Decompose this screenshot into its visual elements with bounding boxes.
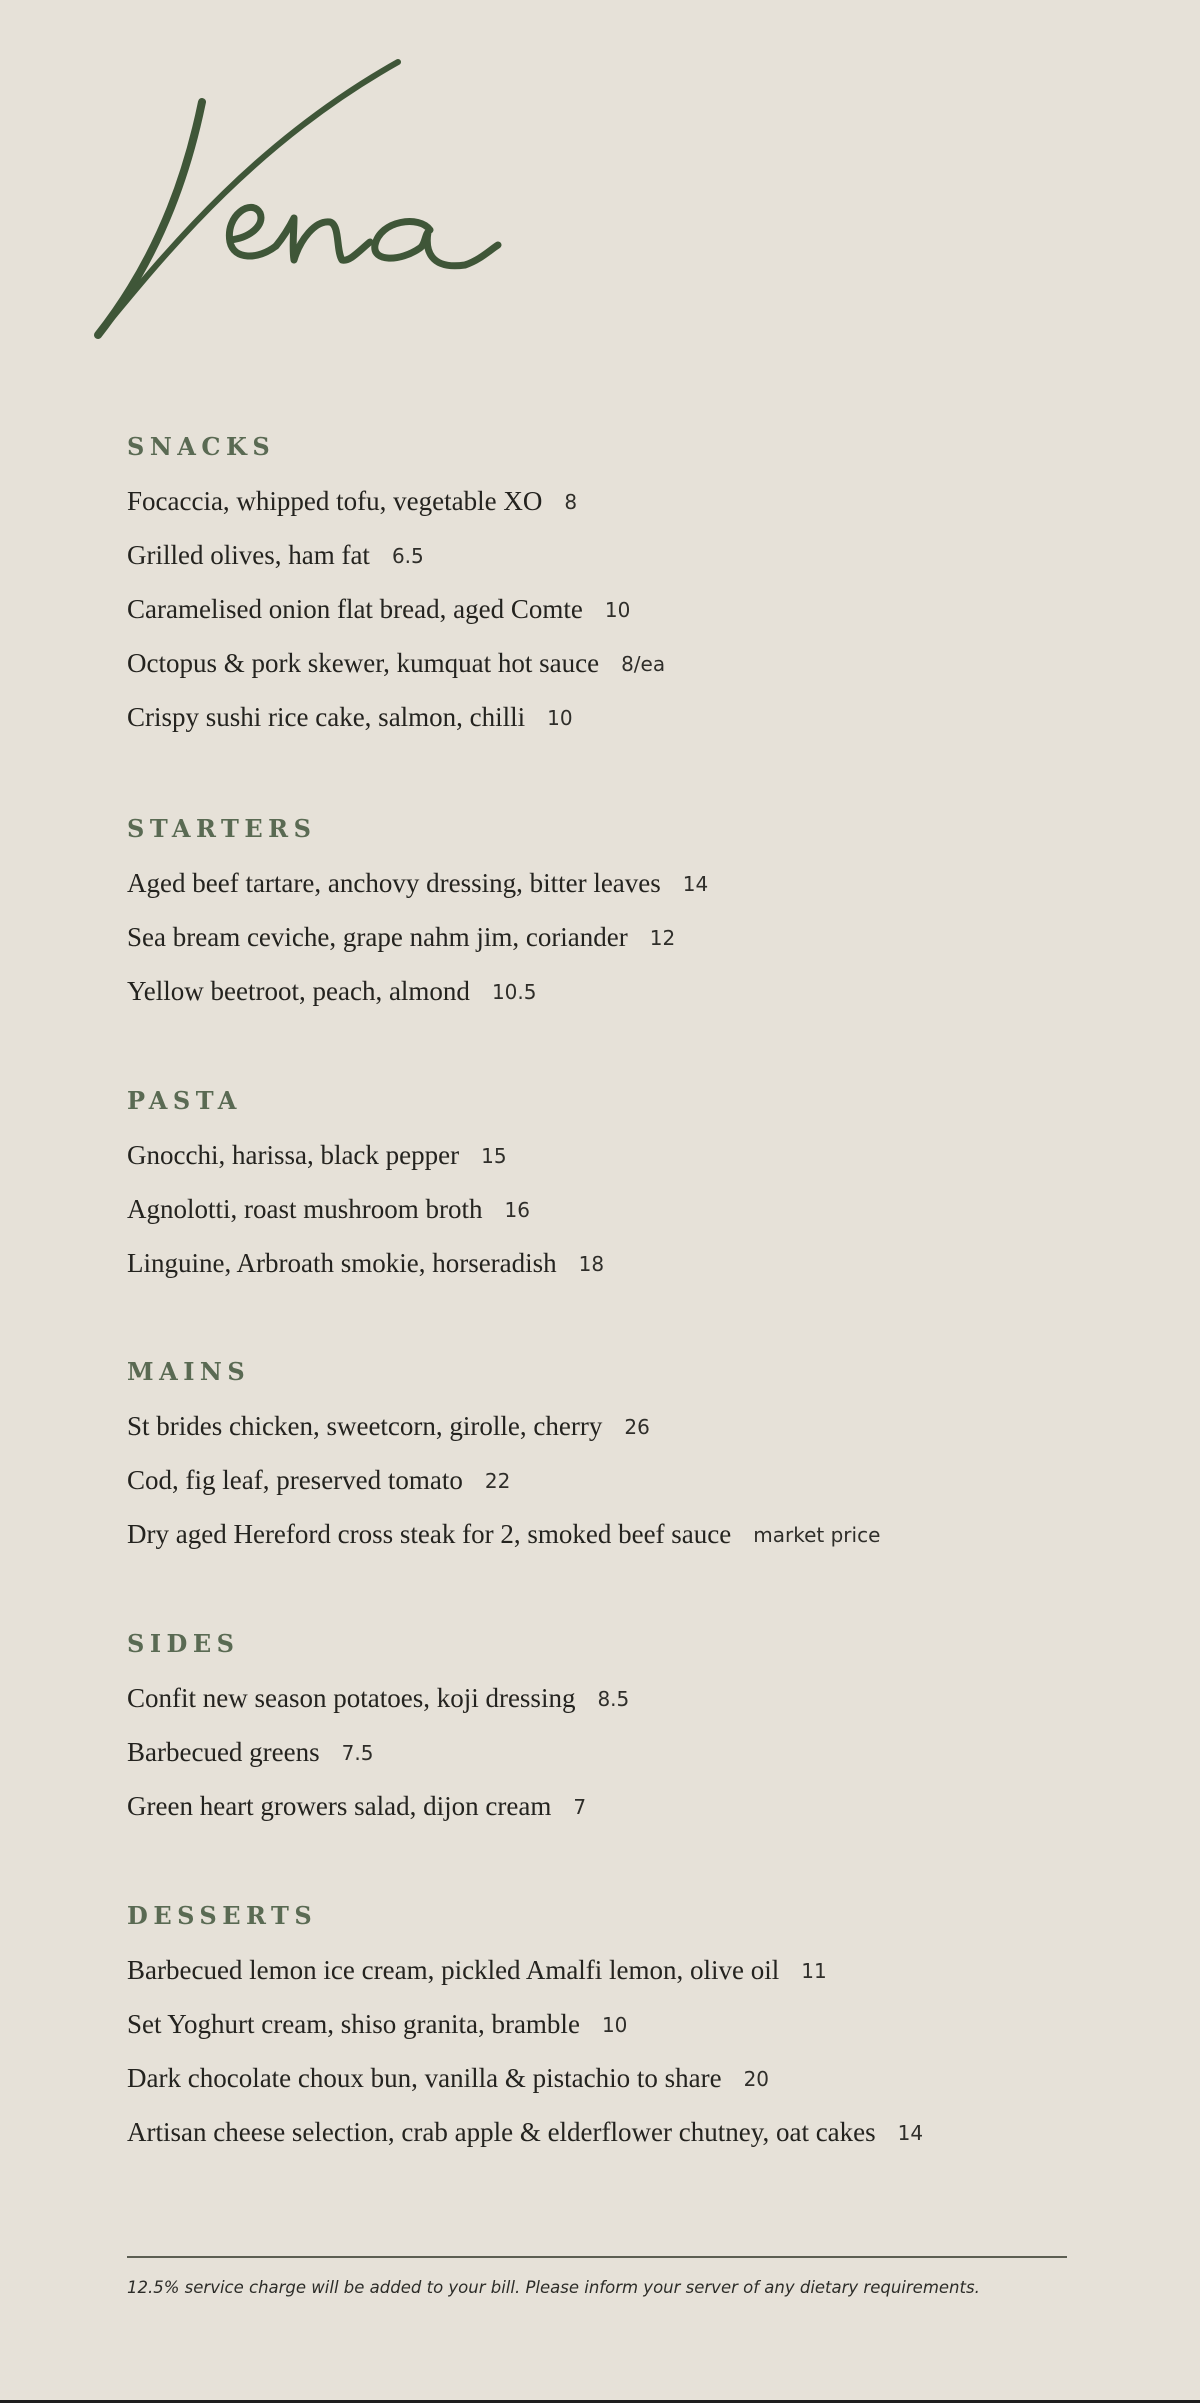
menu-item	[127, 866, 1127, 920]
section-heading: DESSERTS	[127, 1901, 318, 1930]
item-price: 18	[578, 1252, 605, 1276]
item-name: Sea bream ceviche, grape nahm jim, coriander	[127, 922, 628, 952]
item-price: 8.5	[597, 1687, 630, 1711]
item-price: 15	[481, 1144, 507, 1168]
menu-item	[127, 2115, 1127, 2169]
menu-item	[127, 2061, 1127, 2115]
item-name: Crispy sushi rice cake, salmon, chilli	[127, 702, 526, 732]
item-name: Caramelised onion flat bread, aged Comte	[127, 594, 583, 624]
menu-item	[127, 646, 1127, 700]
item-price: market price	[753, 1523, 881, 1547]
item-price: 10	[604, 598, 631, 622]
menu-item	[127, 1517, 1127, 1571]
item-name: Barbecued lemon ice cream, pickled Amalfi lemon, olive oil	[127, 1955, 780, 1985]
item-price: 20	[743, 2067, 770, 2091]
section-sides	[127, 1627, 1127, 1843]
item-price: 10	[547, 706, 573, 730]
section-heading: MAINS	[127, 1357, 251, 1386]
item-name: Yellow beetroot, peach, almond	[127, 976, 470, 1006]
item-price: 26	[624, 1415, 650, 1439]
menu-item	[127, 1789, 1127, 1843]
item-price: 6.5	[391, 544, 424, 568]
section-heading: PASTA	[127, 1086, 242, 1115]
item-name: Dark chocolate choux bun, vanilla & pistachio to share	[127, 2063, 722, 2093]
item-price: 10	[601, 2013, 628, 2037]
item-name: Focaccia, whipped tofu, vegetable XO	[127, 486, 543, 516]
menu-item	[127, 974, 1127, 1028]
footer-divider	[127, 2256, 1067, 2258]
menu-item	[127, 1681, 1127, 1735]
menu-item	[127, 1138, 1127, 1192]
section-heading: STARTERS	[127, 814, 317, 843]
item-name: Agnolotti, roast mushroom broth	[127, 1194, 483, 1224]
item-name: Grilled olives, ham fat	[127, 540, 370, 570]
item-price: 14	[897, 2121, 924, 2145]
item-name: Linguine, Arbroath smokie, horseradish	[127, 1248, 557, 1278]
section-mains	[127, 1355, 1127, 1571]
item-price: 14	[682, 872, 709, 896]
menu-item	[127, 592, 1127, 646]
section-pasta	[127, 1084, 1127, 1300]
item-price: 22	[484, 1469, 511, 1493]
menu-item	[127, 920, 1127, 974]
menu-item	[127, 700, 1127, 754]
item-price: 16	[504, 1198, 530, 1222]
item-name: Confit new season potatoes, koji dressing	[127, 1683, 576, 1713]
item-name: Set Yoghurt cream, shiso granita, bramble	[127, 2009, 580, 2039]
menu-item	[127, 1463, 1127, 1517]
menu-item	[127, 2007, 1127, 2061]
item-name: Barbecued greens	[127, 1737, 320, 1767]
menu-item	[127, 1246, 1127, 1300]
item-name: Green heart growers salad, dijon cream	[127, 1791, 552, 1821]
item-price: 7	[573, 1795, 587, 1819]
item-name: Gnocchi, harissa, black pepper	[127, 1140, 460, 1170]
section-starters	[127, 812, 1127, 1028]
item-name: St brides chicken, sweetcorn, girolle, cherry	[127, 1411, 603, 1441]
item-price: 8	[564, 490, 578, 514]
menu-item	[127, 484, 1127, 538]
section-desserts	[127, 1899, 1127, 2169]
menu-item	[127, 1409, 1127, 1463]
item-price: 7.5	[341, 1741, 374, 1765]
section-heading: SNACKS	[127, 432, 276, 461]
footer-note: 12.5% service charge will be added to your bill. Please inform your server of any dietary requirements.	[127, 2278, 980, 2297]
item-price: 10.5	[491, 980, 537, 1004]
vena-logo	[80, 50, 530, 350]
menu-item	[127, 1953, 1127, 2007]
section-heading: SIDES	[127, 1629, 240, 1658]
item-name: Cod, fig leaf, preserved tomato	[127, 1465, 463, 1495]
item-price: 8/ea	[621, 652, 666, 676]
item-price: 11	[801, 1959, 827, 1983]
item-price: 12	[649, 926, 676, 950]
menu-item	[127, 1192, 1127, 1246]
section-snacks	[127, 430, 1127, 754]
menu-item	[127, 1735, 1127, 1789]
item-name: Dry aged Hereford cross steak for 2, smoked beef sauce	[127, 1519, 732, 1549]
item-name: Octopus & pork skewer, kumquat hot sauce	[127, 648, 600, 678]
item-name: Aged beef tartare, anchovy dressing, bitter leaves	[127, 868, 661, 898]
item-name: Artisan cheese selection, crab apple & elderflower chutney, oat cakes	[127, 2117, 876, 2147]
menu-item	[127, 538, 1127, 592]
